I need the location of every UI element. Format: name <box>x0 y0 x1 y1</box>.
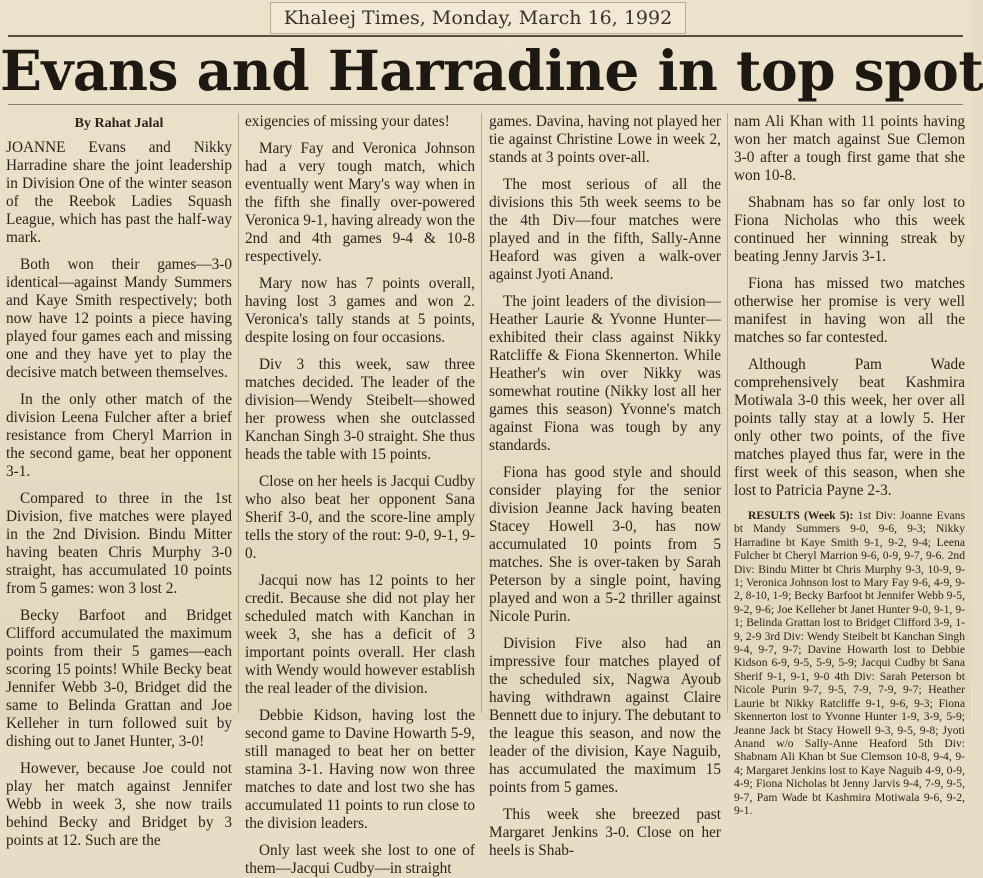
paragraph: exigencies of missing your dates! <box>245 113 450 130</box>
column-divider <box>727 113 728 713</box>
paragraph: In the only other match of the division Leena Fulcher after a brief resistance from Cheryl Marrion in the second game, beat her opponent 3-1. <box>6 391 232 480</box>
paragraph: Close on her heels is Jacqui Cudby who also beat her opponent Sana Sherif 3-0, and the score-line amply tells the story of the rout: 9-0, 9-1, 9-0. <box>245 473 475 562</box>
paragraph: This week she breezed past Margaret Jenkins 3-0. Close on her heels is Shab- <box>489 806 721 859</box>
paragraph: Jacqui now has 12 points to her credit. Because she did not play her scheduled match with Kanchan in week 3, she has a deficit of 3 important points overall. Her clash with Wendy would however establish the real leader of the division. <box>245 572 475 697</box>
article-column-3 <box>489 113 721 859</box>
article-column-2 <box>245 113 475 877</box>
article-column-4 <box>734 113 965 817</box>
paragraph: Division Five also had an impressive four matches played of the scheduled six, Nagwa Ayoub having withdrawn against Claire Bennett due to injury. The debutant to the league this season, and now the leader of the division, Kaye Naguib, has accumulated the maximum 15 points from 5 games. <box>489 635 721 796</box>
paragraph: Mary now has 7 points overall, having lost 3 games and won 2. Veronica's tally stands at 5 points, despite losing on four occasions. <box>245 275 475 346</box>
paragraph: games. Davina, having not played her tie against Christine Lowe in week 2, stands at 3 points over-all. <box>489 113 721 166</box>
column-divider <box>481 113 482 713</box>
paragraph: Fiona has missed two matches otherwise her promise is very well manifest in having won all the matches so far contested. <box>734 275 965 346</box>
results-label: RESULTS (Week 5): <box>748 509 854 522</box>
paragraph: nam Ali Khan with 11 points having won her match against Sue Clemon 3-0 after a tough first game that she won 10-8. <box>734 113 965 184</box>
article-column-1 <box>6 113 232 849</box>
paragraph: Although Pam Wade comprehensively beat Kashmira Motiwala 3-0 this week, her over all points tally stay at a lowly 5. Her only other two points, of the five matches played thus far, were in the first week of this season, when she lost to Patricia Payne 2-3. <box>734 356 965 499</box>
byline: By Rahat Jalal <box>74 116 164 131</box>
paragraph: Compared to three in the 1st Division, five matches were played in the 2nd Division. Bindu Mitter having beaten Chris Murphy 3-0 straight, has accumulated 10 points from 5 games: won 3 lost 2. <box>6 490 232 597</box>
paragraph: Fiona has good style and should consider playing for the senior division Jeanne Jack having beaten Stacey Howell 3-0, has now accumulated 10 points from 5 matches. She is over-taken by Sarah Peterson by a single point, having played and won a 5-2 thriller against Nicole Purin. <box>489 464 721 625</box>
paragraph: Div 3 this week, saw three matches decided. The leader of the division—Wendy Steibelt—showed her prowess when she outclassed Kanchan Singh 3-0 straight. She thus heads the table with 15 points. <box>245 356 475 463</box>
paragraph: Only last week she lost to one of them—Jacqui Cudby—in straight <box>245 842 475 877</box>
paragraph: However, because Joe could not play her match against Jennifer Webb in week 3, she now trails behind Becky and Bridget by 3 points at 12. Such are the <box>6 760 232 849</box>
paragraph: JOANNE Evans and Nikky Harradine share the joint leadership in Division One of the winter season of the Reebok Ladies Squash League, which has past the half-way mark. <box>6 139 232 246</box>
paragraph: The most serious of all the divisions this 5th week seems to be the 4th Div—four matches were played and in the fifth, Sally-Anne Heaford was given a walk-over against Jyoti Anand. <box>489 176 721 283</box>
headline: Evans and Harradine in top spot <box>0 38 983 103</box>
paragraph: Becky Barfoot and Bridget Clifford accumulated the maximum points from their 5 games—each scoring 15 points! While Becky beat Jennifer Webb 3-0, Bridget did the same to Belinda Grattan and Joe Kelleher in turn followed suit by dishing out to Janet Hunter, 3-0! <box>6 607 232 750</box>
column-divider <box>238 113 239 713</box>
paragraph: Mary Fay and Veronica Johnson had a very tough match, which eventually went Mary's way when in the fifth she finally over-powered Veronica 9-1, having already won the 2nd and 4th games 9-4 & 10-8 respectively. <box>245 140 475 265</box>
top-rule <box>8 35 963 37</box>
paragraph: Both won their games—3-0 identical—against Mandy Summers and Kaye Smith respectively; both now have 12 points a piece having played four games each and missing one and they have yet to play the decisive match between themselves. <box>6 256 232 381</box>
results-box <box>734 509 965 817</box>
paragraph: Debbie Kidson, having lost the second game to Davine Howarth 5-9, still managed to beat her on better stamina 3-1. Having now won three matches to date and lost two she has accumulated 11 points to run close to the division leaders. <box>245 707 475 832</box>
dateline: Khaleej Times, Monday, March 16, 1992 <box>270 2 686 34</box>
headline-rule <box>8 104 963 105</box>
paragraph: Shabnam has so far only lost to Fiona Nicholas who this week continued her winning streak by beating Jenny Jarvis 3-1. <box>734 194 965 265</box>
paragraph: The joint leaders of the division—Heather Laurie & Yvonne Hunter—exhibited their class against Nikky Ratcliffe & Fiona Skennerton. While Heather's win over Nikky was somewhat routine (Nikky lost all her games this season) Yvonne's match against Fiona was tough by any standards. <box>489 293 721 454</box>
results-text: 1st Div: Joanne Evans bt Mandy Summers 9-0, 9-6, 9-3; Nikky Harradine bt Kaye Smith 9-1, 9-2, 9-4; Leena Fulcher bt Cheryl Marrion 9-6, 0-9, 9-7, 9-6. 2nd Div: Bindu Mitter bt Chris Murphy 9-3, 10-9, 9-1; Veronica Johnson lost to Mary Fay 9-6, 4-9, 9-2, 8-10, 1-9; Becky Barfoot bt Jennifer Webb 9-5, 9-2, 9-6; Joe Kelleher bt Janet Hunter 9-0, 9-1, 9-1; Belinda Grattan lost to Bridget Clifford 3-9, 1-9, 2-9 3rd Div: Wendy Steibelt bt Kanchan Singh 9-4, 9-7, 9-7; Davine Howarth lost to Debbie Kidson 6-9, 9-5, 5-9, 5-9; Jacqui Cudby bt Sana Sherif 9-1, 9-1, 9-0 4th Div: Sarah Peterson bt Nicole Purin 9-7, 9-5, 7-9, 7-9, 9-7; Heather Laurie bt Nikky Ratcliffe 9-1, 9-6, 9-3; Fiona Skennerton lost to Yvonne Hunter 1-9, 3-9, 5-9; Jeanne Jack bt Stacy Howell 9-3, 9-5, 9-8; Jyoti Anand w/o Sally-Anne Heaford 5th Div: Shabnam Ali Khan bt Sue Clemson 10-8, 9-4, 9-4; Margaret Jenkins lost to Kaye Naguib 4-9, 0-9, 4-9; Fiona Nicholas bt Jenny Jarvis 9-4, 7-9, 9-5, 9-7, Pam Wade bt Kashmira Motiwala 9-6, 9-2, 9-1. <box>734 509 965 817</box>
